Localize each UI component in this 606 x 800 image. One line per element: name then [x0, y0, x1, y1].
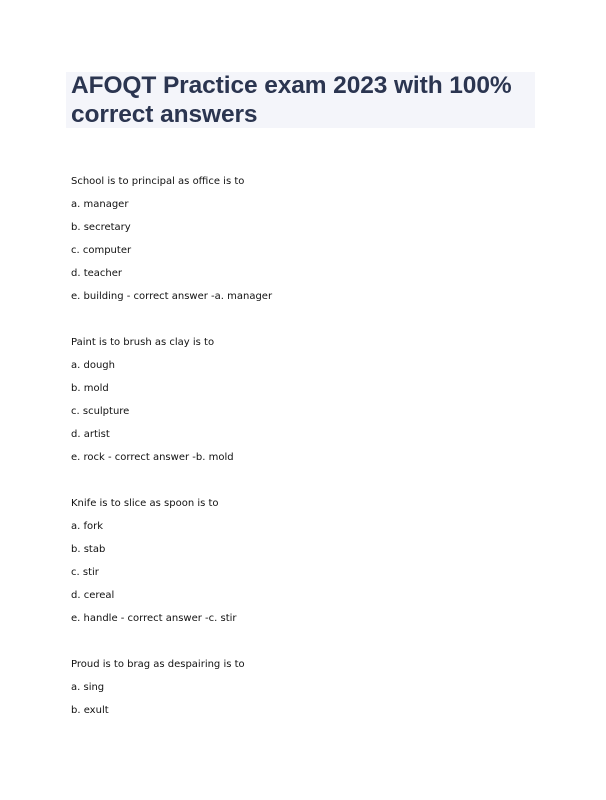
question-1 — [71, 173, 551, 311]
answer-option: b. stab — [71, 544, 106, 555]
question-list — [71, 173, 551, 748]
answer-option: b. exult — [71, 705, 109, 716]
question-prompt: School is to principal as office is to — [71, 176, 245, 187]
question-3 — [71, 495, 551, 633]
question-4 — [71, 656, 551, 725]
question-prompt: Knife is to slice as spoon is to — [71, 498, 219, 509]
answer-option-with-correct-answer: e. handle - correct answer -c. stir — [71, 613, 237, 624]
answer-option: c. stir — [71, 567, 99, 578]
answer-option: a. manager — [71, 199, 129, 210]
document-title: AFOQT Practice exam 2023 with 100% correct answers — [71, 72, 512, 128]
answer-option: c. sculpture — [71, 406, 130, 417]
answer-option: a. dough — [71, 360, 115, 371]
answer-option: a. fork — [71, 521, 104, 532]
question-prompt: Proud is to brag as despairing is to — [71, 659, 245, 670]
answer-option: d. cereal — [71, 590, 115, 601]
answer-option: d. teacher — [71, 268, 123, 279]
answer-option-with-correct-answer: e. rock - correct answer -b. mold — [71, 452, 234, 463]
answer-option: c. computer — [71, 245, 132, 256]
answer-option: b. mold — [71, 383, 109, 394]
question-prompt: Paint is to brush as clay is to — [71, 337, 215, 348]
answer-option: d. artist — [71, 429, 110, 440]
question-2 — [71, 334, 551, 472]
answer-option: b. secretary — [71, 222, 131, 233]
answer-option: a. sing — [71, 682, 105, 693]
answer-option-with-correct-answer: e. building - correct answer -a. manager — [71, 291, 273, 302]
